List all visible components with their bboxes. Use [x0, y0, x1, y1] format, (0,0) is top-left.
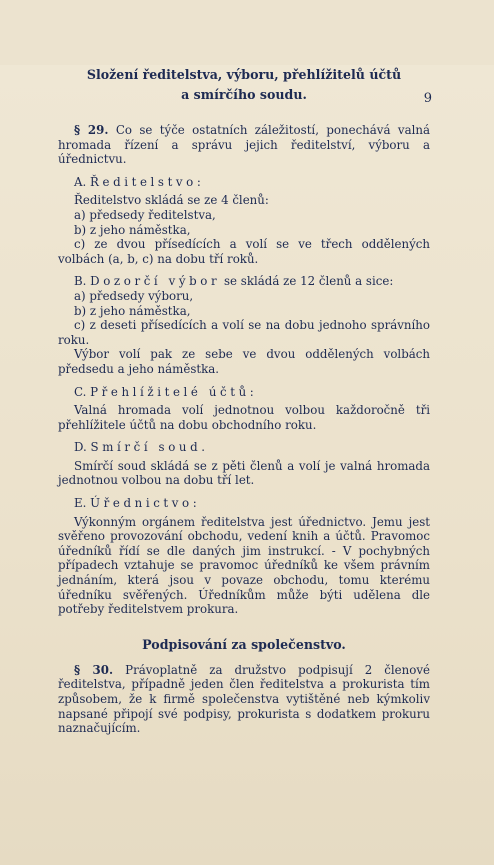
section-e-text: Výkonným orgánem ředitelstva jest úřednictvo. Jemu jest svěřeno provozování obchodu, vedení knih a účtů. Pravomoc úředníků řídí se dle daných jim instrukcí. - V pochybných případech vztahuje se pravomoc úředníků ke všem právním jednáním, která jsou v povaze obchodu, tomu kterému úředníku svěřených. Úředníkům může býti udělena dle potřeby ředitelstvem prokura. — [58, 514, 430, 617]
heading-line-2: a smírčího soudu. — [181, 87, 307, 102]
subheading-b — [58, 274, 430, 289]
section-b-item-a: a) předsedy výboru, — [74, 288, 194, 303]
paragraph-29-text: Co se týče ostatních záležitostí, ponechává valná hromada řízení a správu jejich ředitelství, výboru a úřednictvu. — [58, 123, 431, 167]
section-b-item-c: c) z deseti přísedících a volí se na dobu jednoho správního roku. — [58, 318, 430, 347]
page-number: 9 — [423, 91, 432, 106]
subheading-b-title: Dozorčí výbor — [90, 274, 221, 289]
section-b-text: Výbor volí pak ze sebe ve dvou oddělených volbách předsedu a jeho náměstka. — [58, 347, 430, 376]
subheading-d — [58, 440, 430, 455]
subheading-e-letter: E. — [74, 496, 87, 511]
heading-composition — [58, 65, 430, 105]
subheading-a — [58, 175, 430, 190]
subheading-b-intro: se skládá ze 12 členů a sice: — [224, 274, 394, 289]
section-number-30: § 30. — [74, 662, 114, 677]
subheading-c-letter: C. — [74, 384, 87, 399]
subheading-d-letter: D. — [74, 440, 87, 455]
paragraph-30-text: Právoplatně za družstvo podpisují 2 členové ředitelstva, případně jeden člen ředitelstva a prokurista tím způsobem, že k firmě společenstva vytištěné neb kýmkoliv napsané připojí své podpisy, prokurista s dodatkem prokuru naznačujícím. — [58, 662, 431, 736]
subheading-c-title: Přehlížitelé účtů: — [90, 384, 258, 399]
subheading-d-title: Smírčí soud. — [90, 440, 209, 455]
subheading-c — [58, 385, 430, 400]
section-c-text: Valná hromada volí jednotnou volbou každoročně tři přehlížitele účtů na dobu obchodního roku. — [58, 403, 430, 432]
section-a-item-c: c) ze dvou přísedících a volí se ve třech oddělených volbách (a, b, c) na dobu tří roků. — [58, 237, 430, 266]
section-d-text: Smírčí soud skládá se z pěti členů a volí je valná hromada jednotnou volbou na dobu tří let. — [58, 458, 430, 488]
paragraph-30 — [58, 663, 430, 736]
paragraph-29 — [58, 123, 430, 167]
section-b-item-b: b) z jeho náměstka, — [74, 303, 191, 318]
section-a-intro: Ředitelstvo skládá se ze 4 členů: — [74, 193, 269, 208]
subheading-a-title: Ředitelstvo: — [90, 174, 205, 189]
subheading-a-letter: A. — [74, 174, 87, 189]
subheading-b-letter: B. — [74, 274, 87, 289]
document-page — [0, 65, 494, 865]
subheading-e-title: Úřednictvo: — [90, 496, 201, 511]
heading-line-1: Složení ředitelstva, výboru, přehlížitelů účtů — [86, 67, 402, 82]
heading-signing: Podpisování za společenstvo. — [142, 636, 346, 652]
subheading-e — [58, 496, 430, 511]
section-number-29: § 29. — [74, 123, 109, 137]
section-a-item-b: b) z jeho náměstka, — [74, 222, 191, 237]
section-a-item-a: a) předsedy ředitelstva, — [74, 207, 216, 222]
